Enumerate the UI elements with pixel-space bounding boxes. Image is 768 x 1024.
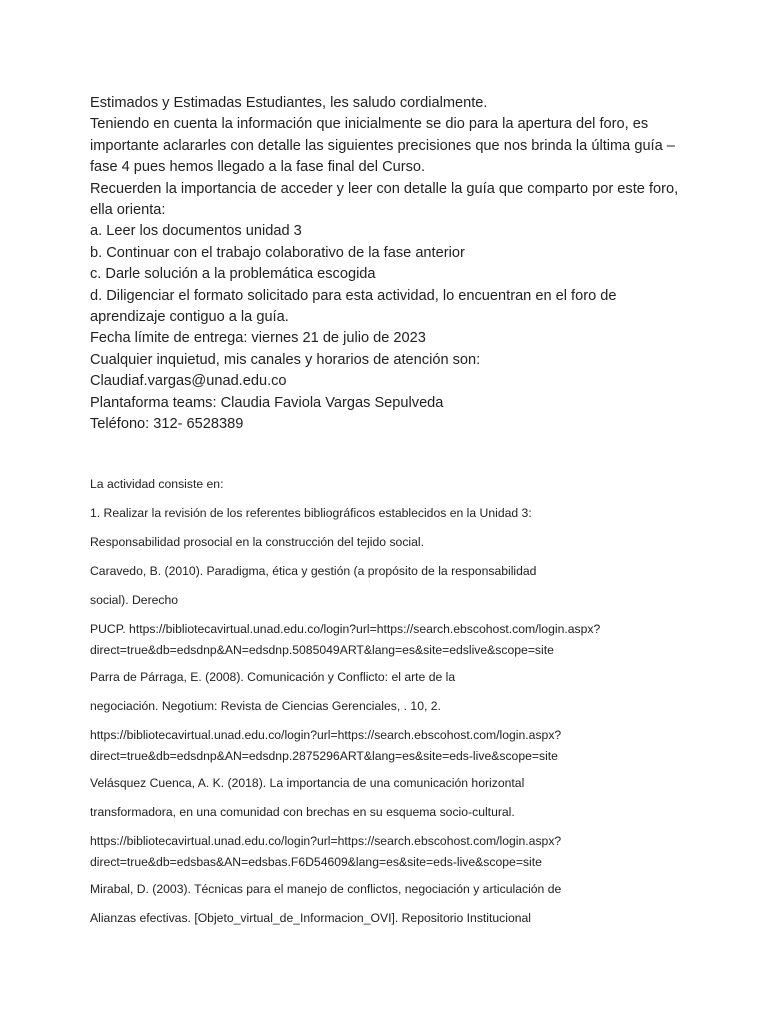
message-line: Teniendo en cuenta la información que inicialmente se dio para la apertura del foro, es — [90, 116, 649, 133]
reference-text: Alianzas efectivas. [Objeto_virtual_de_Informacion_OVI]. Repositorio Institucional — [90, 911, 532, 925]
message-line: ella orienta: — [90, 202, 166, 219]
reference-text: Caravedo, B. (2010). Paradigma, ética y gestión (a propósito de la responsabilidad — [90, 564, 537, 578]
activity-heading: La actividad consiste en: — [90, 477, 224, 491]
reference-text: Mirabal, D. (2003). Técnicas para el manejo de conflictos, negociación y articulación de — [90, 882, 562, 896]
list-item: d. Diligenciar el formato solicitado para esta actividad, lo encuentran en el foro de — [90, 287, 617, 304]
reference-link-line: https://bibliotecavirtual.unad.edu.co/login?url=https://search.ebscohost.com/login.aspx? — [90, 728, 562, 742]
list-item: c. Darle solución a la problemática escogida — [90, 266, 376, 283]
contact-phone: Teléfono: 312- 6528389 — [90, 416, 244, 433]
reference-text: social). Derecho — [90, 593, 179, 607]
greeting-line: Estimados y Estimadas Estudiantes, les saludo cordialmente. — [90, 95, 488, 111]
reference-link-line: direct=true&db=edsbas&AN=edsbas.F6D54609&lang=es&site=eds-live&scope=site — [90, 855, 542, 869]
reference-text: negociación. Negotium: Revista de Ciencias Gerenciales, . 10, 2. — [90, 699, 441, 713]
reference-text: Velásquez Cuenca, A. K. (2018). La importancia de una comunicación horizontal — [90, 776, 525, 790]
reference-link — [90, 831, 690, 873]
reference-link — [90, 725, 690, 767]
list-item: a. Leer los documentos unidad 3 — [90, 223, 302, 240]
message-line: Recuerden la importancia de acceder y leer con detalle la guía que comparto por este foro, — [90, 180, 679, 197]
reference-text: Parra de Párraga, E. (2008). Comunicación y Conflicto: el arte de la — [90, 670, 456, 684]
contact-email: Claudiaf.vargas@unad.edu.co — [90, 373, 287, 390]
list-item: aprendizaje contiguo a la guía. — [90, 309, 289, 326]
activity-section — [90, 474, 690, 937]
reference-text: transformadora, en una comunidad con brechas en su esquema socio-cultural. — [90, 805, 515, 819]
list-item: b. Continuar con el trabajo colaborativo de la fase anterior — [90, 244, 465, 261]
message-line: fase 4 pues hemos llegado a la fase final del Curso. — [90, 159, 426, 176]
reference-link-line: direct=true&db=edsdnp&AN=edsdnp.2875296ART&lang=es&site=eds-live&scope=site — [90, 749, 558, 763]
reference-link-line: https://bibliotecavirtual.unad.edu.co/login?url=https://search.ebscohost.com/login.aspx? — [90, 834, 562, 848]
reference-link-line: PUCP. https://bibliotecavirtual.unad.edu.co/login?url=https://search.ebscohost.com/login.aspx? — [90, 622, 601, 636]
message-line: importante aclararles con detalle las siguientes precisiones que nos brinda la última guía – — [90, 137, 675, 154]
reference-link — [90, 619, 690, 661]
deadline-line: Fecha límite de entrega: viernes 21 de julio de 2023 — [90, 330, 426, 347]
message-line: Cualquier inquietud, mis canales y horarios de atención son: — [90, 351, 481, 368]
contact-teams: Plantaforma teams: Claudia Faviola Vargas Sepulveda — [90, 394, 444, 411]
unit-topic: Responsabilidad prosocial en la construcción del tejido social. — [90, 535, 424, 549]
reference-link-line: direct=true&db=edsdnp&AN=edsdnp.5085049ART&lang=es&site=edslive&scope=site — [90, 643, 554, 657]
forum-message — [90, 93, 690, 436]
activity-step: 1. Realizar la revisión de los referentes bibliográficos establecidos en la Unidad 3: — [90, 506, 532, 520]
